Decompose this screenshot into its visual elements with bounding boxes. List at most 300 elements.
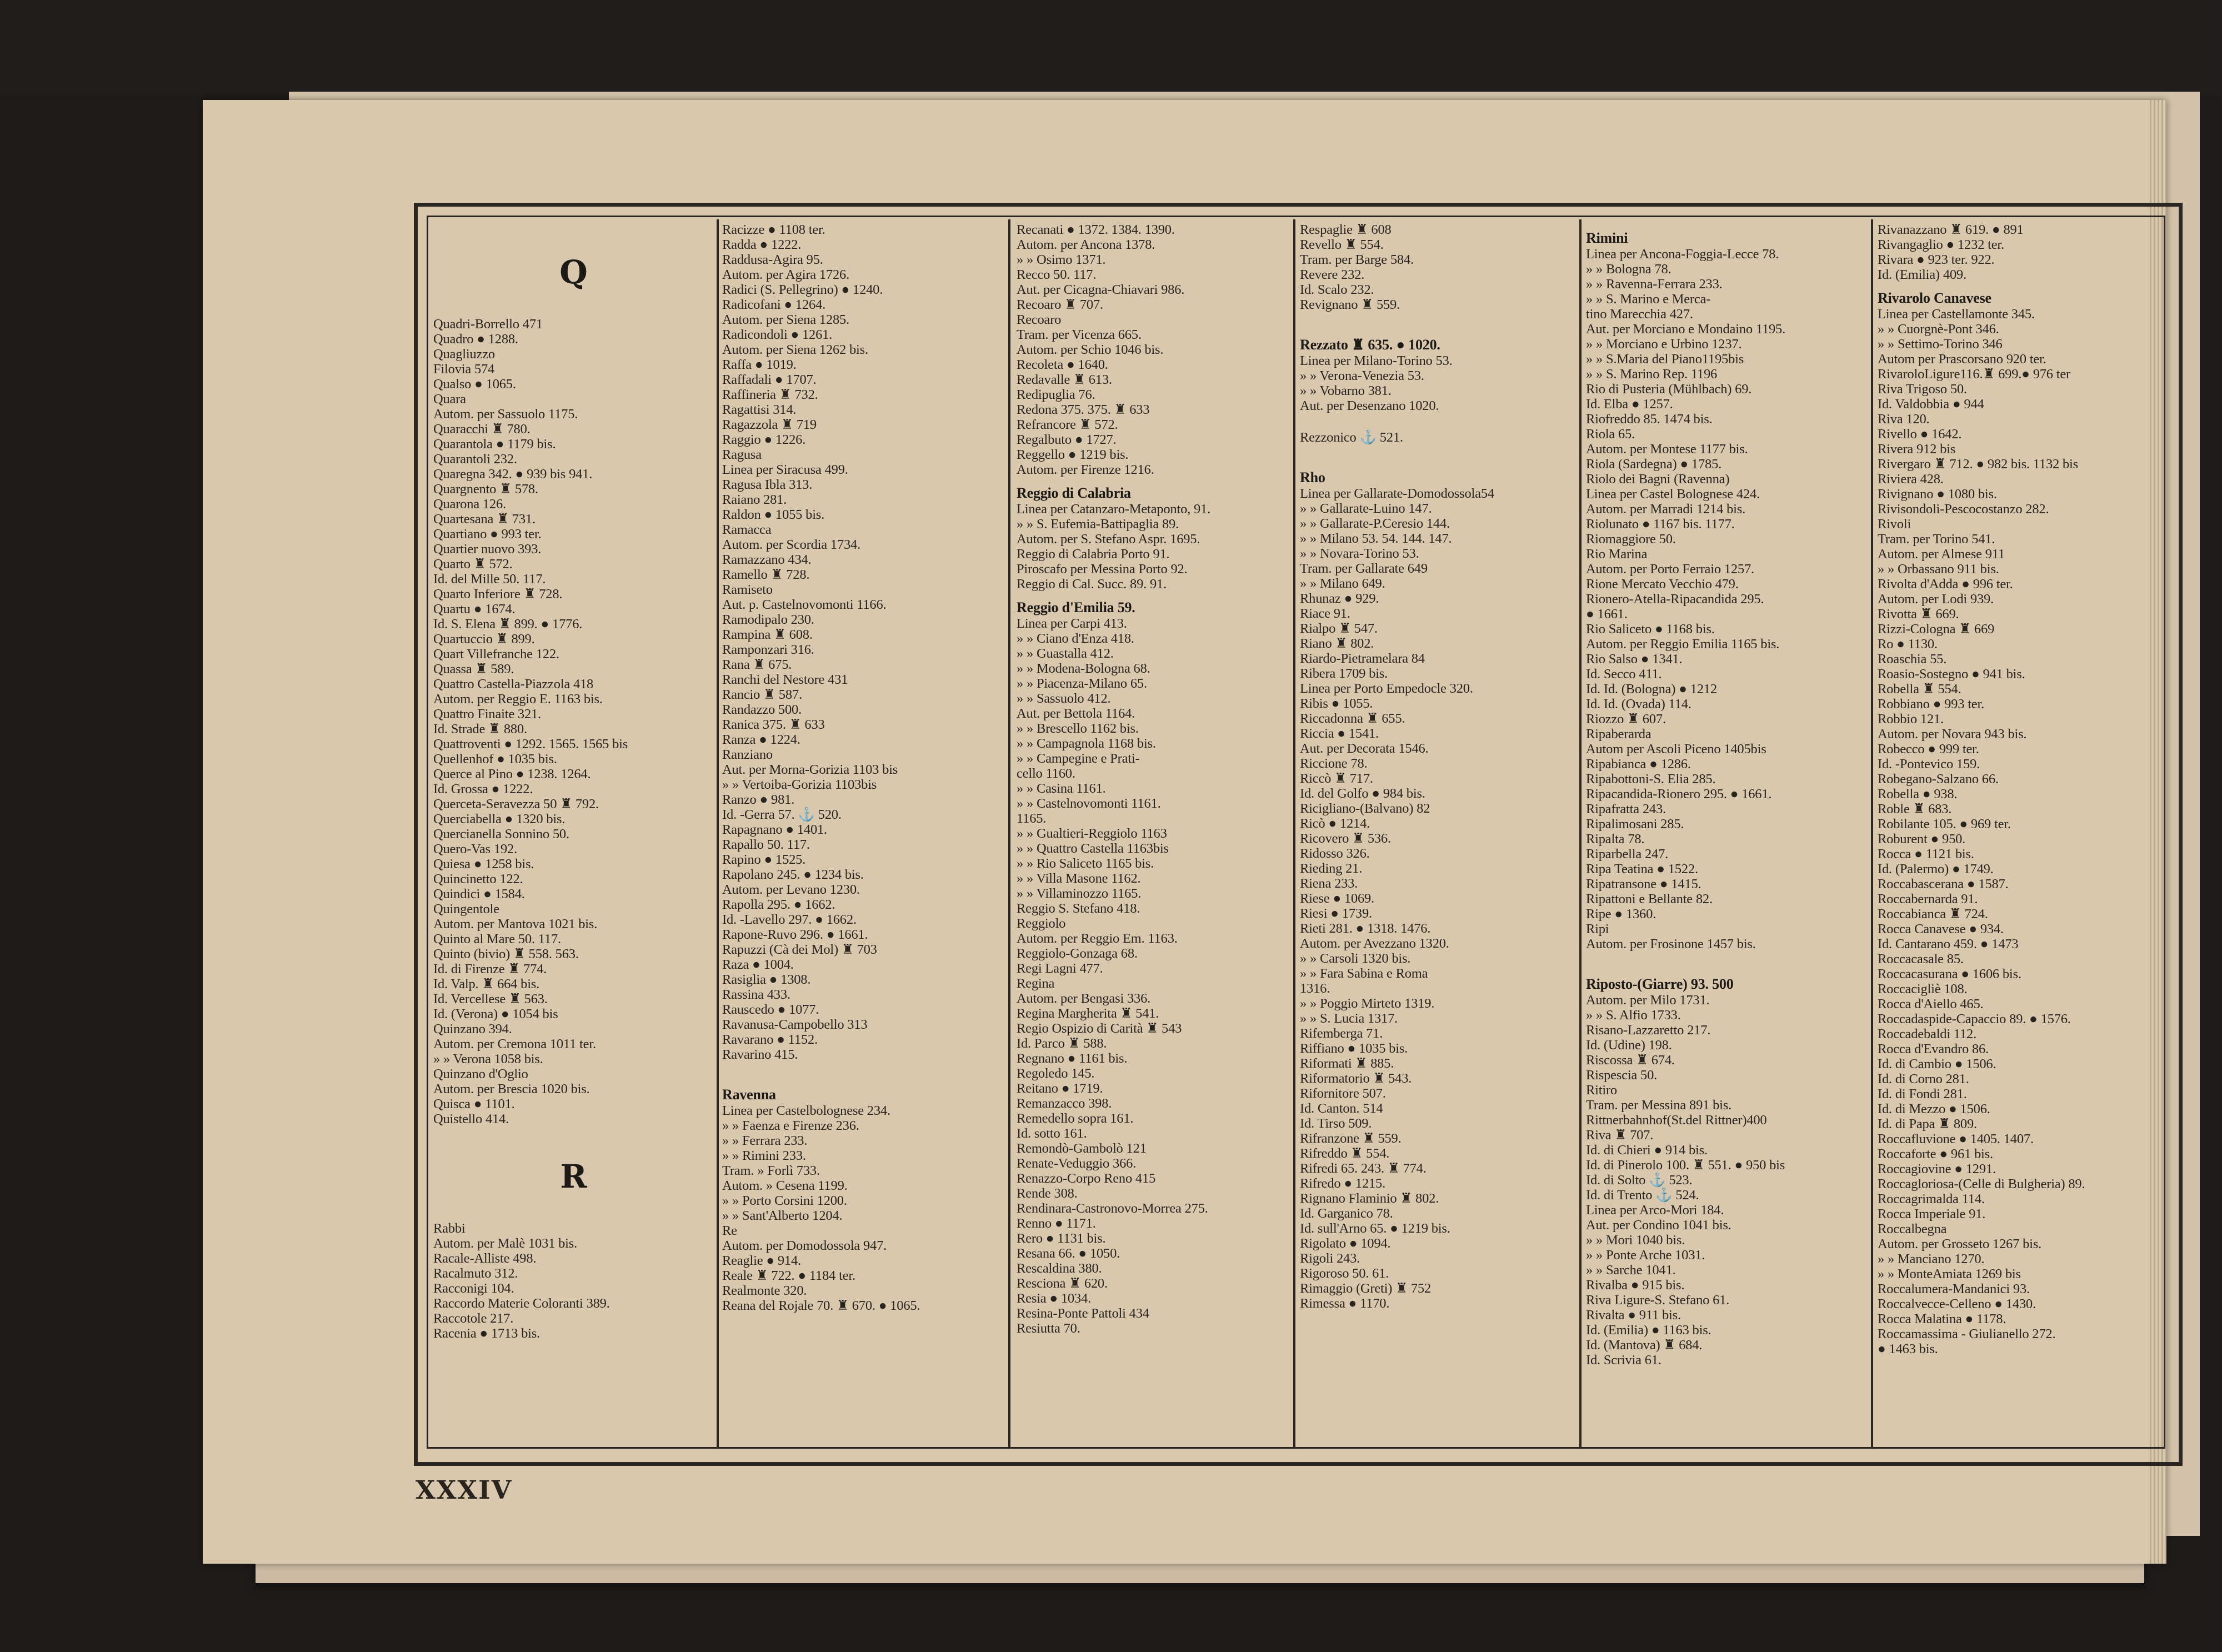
index-column-4 xyxy=(1300,222,1580,1439)
index-entry: » » Campagnola 1168 bis. xyxy=(1017,736,1156,751)
index-entry: Linea per Castellamonte 345. xyxy=(1878,307,2035,322)
index-entry: Id. di Trento ⚓ 524. xyxy=(1586,1188,1699,1203)
index-entry: » » Osimo 1371. xyxy=(1017,252,1106,267)
index-entry: Id. (Emilia) ● 1163 bis. xyxy=(1586,1323,1711,1338)
index-entry: Quinzano d'Oglio xyxy=(433,1067,528,1082)
index-entry: Ripa Teatina ● 1522. xyxy=(1586,862,1698,877)
index-entry: Raffineria ♜ 732. xyxy=(722,387,818,402)
index-entry: Aut. per Cicagna-Chiavari 986. xyxy=(1017,282,1185,297)
index-entry: Quadro ● 1288. xyxy=(433,332,518,347)
index-entry: Ranica 375. ♜ 633 xyxy=(722,717,825,732)
index-entry: Autom. per Domodossola 947. xyxy=(722,1238,887,1253)
index-entry: Quindici ● 1584. xyxy=(433,887,525,902)
index-entry: Rocca Imperiale 91. xyxy=(1878,1207,1986,1222)
index-entry: Id. (Verona) ● 1054 bis xyxy=(433,1007,558,1022)
index-entry: Respaglie ♜ 608 xyxy=(1300,222,1392,237)
index-entry: Quistello 414. xyxy=(433,1112,509,1127)
index-entry: » » Casina 1161. xyxy=(1017,781,1106,796)
index-entry: Quartiano ● 993 ter. xyxy=(433,527,542,542)
index-entry: Ripabianca ● 1286. xyxy=(1586,757,1691,772)
index-entry: Ripalta 78. xyxy=(1586,832,1645,847)
index-entry: Raccotole 217. xyxy=(433,1311,514,1326)
index-entry: Resciona ♜ 620. xyxy=(1017,1276,1108,1291)
index-entry: » » Villa Masone 1162. xyxy=(1017,871,1141,886)
index-entry: » » Mori 1040 bis. xyxy=(1586,1233,1685,1248)
index-entry: Autom. per Frosinone 1457 bis. xyxy=(1586,937,1756,952)
index-entry: Id. sotto 161. xyxy=(1017,1126,1087,1141)
index-entry: 1165. xyxy=(1017,811,1047,826)
index-entry: Linea per Ancona-Foggia-Lecce 78. xyxy=(1586,247,1779,262)
column-separator xyxy=(717,219,719,1447)
index-entry: Riparbella 247. xyxy=(1586,847,1669,862)
index-entry: Id. -Gerra 57. ⚓ 520. xyxy=(722,807,842,822)
index-entry: Linea per Siracusa 499. xyxy=(722,462,848,477)
index-entry: Riesi ● 1739. xyxy=(1300,906,1372,921)
index-entry: » » Modena-Bologna 68. xyxy=(1017,661,1150,676)
index-entry: Autom. per Porto Ferraio 1257. xyxy=(1586,562,1754,577)
index-entry: » » Sant'Alberto 1204. xyxy=(722,1208,843,1223)
index-entry: Autom. » Cesena 1199. xyxy=(722,1178,848,1193)
index-entry: Rigoroso 50. 61. xyxy=(1300,1266,1389,1281)
index-entry: Rapino ● 1525. xyxy=(722,852,806,867)
index-entry: » » Verona 1058 bis. xyxy=(433,1052,543,1067)
index-entry: Reitano ● 1719. xyxy=(1017,1081,1103,1096)
index-entry: Redavalle ♜ 613. xyxy=(1017,372,1112,387)
index-entry: Autom. per Brescia 1020 bis. xyxy=(433,1082,590,1097)
index-entry: Id. di Mezzo ● 1506. xyxy=(1878,1102,1990,1117)
index-entry: Autom. per Reggio Emilia 1165 bis. xyxy=(1586,637,1780,652)
index-entry: Autom. per Cremona 1011 ter. xyxy=(433,1037,596,1052)
index-entry: Regi Lagni 477. xyxy=(1017,961,1103,976)
index-entry: » » Settimo-Torino 346 xyxy=(1878,337,2003,352)
index-entry: Rapuzzi (Cà dei Mol) ♜ 703 xyxy=(722,942,877,957)
index-entry: Id. -Pontevico 159. xyxy=(1878,757,1980,772)
index-entry: » » Rimini 233. xyxy=(722,1148,806,1163)
index-entry: Riffiano ● 1035 bis. xyxy=(1300,1041,1408,1056)
index-entry: Ripabottoni-S. Elia 285. xyxy=(1586,772,1716,787)
index-entry: Radda ● 1222. xyxy=(722,237,802,252)
index-entry: Ramacca xyxy=(722,522,772,537)
index-entry: Robbiano ● 993 ter. xyxy=(1878,697,1985,712)
index-entry: Aut. per Morna-Gorizia 1103 bis xyxy=(722,762,898,777)
index-entry: Autom per Ascoli Piceno 1405bis xyxy=(1586,742,1766,757)
index-entry: Rende 308. xyxy=(1017,1186,1078,1201)
index-entry: Riolo dei Bagni (Ravenna) xyxy=(1586,472,1730,487)
index-entry: Radici (S. Pellegrino) ● 1240. xyxy=(722,282,883,297)
index-entry: Robilante 105. ● 969 ter. xyxy=(1878,817,2011,832)
index-entry: Quarto ♜ 572. xyxy=(433,557,513,572)
index-entry: Regio Ospizio di Carità ♜ 543 xyxy=(1017,1021,1182,1036)
index-entry: Redona 375. 375. ♜ 633 xyxy=(1017,402,1150,417)
index-entry: Roasio-Sostegno ● 941 bis. xyxy=(1878,667,2025,682)
index-entry: Autom. per Reggio E. 1163 bis. xyxy=(433,692,603,707)
index-entry: Ripatransone ● 1415. xyxy=(1586,877,1701,892)
index-entry: Riena 233. xyxy=(1300,876,1358,891)
index-entry: » » S. Eufemia-Battipaglia 89. xyxy=(1017,517,1179,532)
index-entry: » » Campegine e Prati- xyxy=(1017,751,1140,766)
index-entry: Ridosso 326. xyxy=(1300,846,1370,861)
index-entry: Re xyxy=(722,1223,737,1238)
index-entry: Resiutta 70. xyxy=(1017,1321,1080,1336)
index-entry: Roccacasale 85. xyxy=(1878,952,1964,967)
spacer xyxy=(1300,312,1580,329)
index-entry: Id. Valdobbia ● 944 xyxy=(1878,397,1984,412)
index-entry: Autom. per Lodi 939. xyxy=(1878,592,1994,607)
index-entry: Raza ● 1004. xyxy=(722,957,794,972)
index-entry: Autom. per Firenze 1216. xyxy=(1017,462,1154,477)
index-entry: Rescaldina 380. xyxy=(1017,1261,1102,1276)
index-entry: Ripaberarda xyxy=(1586,727,1652,742)
index-entry: Id. di Fondi 281. xyxy=(1878,1087,1967,1102)
index-entry: Rittnerbahnhof(St.del Rittner)400 xyxy=(1586,1113,1767,1128)
index-entry: Id. Valp. ♜ 664 bis. xyxy=(433,977,540,992)
index-entry: Quassa ♜ 589. xyxy=(433,662,514,677)
index-entry: Quarantoli 232. xyxy=(433,452,517,467)
index-entry: Ragusa Ibla 313. xyxy=(722,477,813,492)
index-entry: Quero-Vas 192. xyxy=(433,842,517,857)
index-entry: Id. Elba ● 1257. xyxy=(1586,397,1673,412)
index-entry: 1316. xyxy=(1300,981,1330,996)
index-entry: Id. Garganico 78. xyxy=(1300,1206,1393,1221)
index-column-6 xyxy=(1878,222,2158,1439)
spacer xyxy=(1300,413,1580,430)
index-entry: Rifranzone ♜ 559. xyxy=(1300,1131,1402,1146)
index-entry: Autom. per Siena 1262 bis. xyxy=(722,342,868,357)
index-entry: Rivera 912 bis xyxy=(1878,442,1956,457)
index-entry: » » Gualtieri-Reggiolo 1163 xyxy=(1017,826,1167,841)
index-entry: Quinzano 394. xyxy=(433,1022,512,1037)
section-letter: R xyxy=(560,1158,587,1195)
index-entry: Autom. per Agira 1726. xyxy=(722,267,849,282)
index-column-2 xyxy=(722,222,1003,1439)
index-entry: Resia ● 1034. xyxy=(1017,1291,1092,1306)
index-entry: Rendinara-Castronovo-Morrea 275. xyxy=(1017,1201,1208,1216)
index-entry: Roccagrimalda 114. xyxy=(1878,1192,1985,1207)
index-entry: Autom. per Milo 1731. xyxy=(1586,993,1710,1008)
index-entry: Raffadali ● 1707. xyxy=(722,372,817,387)
index-entry: Rampina ♜ 608. xyxy=(722,627,813,642)
index-entry: » » MonteAmiata 1269 bis xyxy=(1878,1266,2021,1281)
index-entry: Riese ● 1069. xyxy=(1300,891,1375,906)
index-entry: » » Morciano e Urbino 1237. xyxy=(1586,337,1742,352)
index-entry: Id. di Papa ♜ 809. xyxy=(1878,1117,1977,1132)
index-entry: Raddusa-Agira 95. xyxy=(722,252,823,267)
index-entry: Tram. per Gallarate 649 xyxy=(1300,561,1428,576)
index-entry: Riccò ♜ 717. xyxy=(1300,771,1373,786)
index-entry: Autom. per S. Stefano Aspr. 1695. xyxy=(1017,532,1200,547)
index-entry: Quiesa ● 1258 bis. xyxy=(433,857,534,872)
index-entry: cello 1160. xyxy=(1017,766,1075,781)
index-entry: Id. (Emilia) 409. xyxy=(1878,267,1966,282)
index-entry: Regalbuto ● 1727. xyxy=(1017,432,1117,447)
index-entry: Quingentole xyxy=(433,902,499,917)
index-entry: Rigoli 243. xyxy=(1300,1251,1360,1266)
index-entry: Rispescia 50. xyxy=(1586,1068,1658,1083)
index-entry: Ripalimosani 285. xyxy=(1586,817,1684,832)
index-entry: Id. di Corno 281. xyxy=(1878,1072,1969,1087)
index-entry: Rivisondoli-Pescocostanzo 282. xyxy=(1878,502,2049,517)
index-entry: Querceta-Seravezza 50 ♜ 792. xyxy=(433,797,599,812)
index-entry: Quartier nuovo 393. xyxy=(433,542,542,557)
index-entry: Reggio di Calabria Porto 91. xyxy=(1017,547,1170,562)
index-entry: Randazzo 500. xyxy=(722,702,802,717)
index-entry: Raggio ● 1226. xyxy=(722,432,806,447)
index-entry: » » Cuorgnè-Pont 346. xyxy=(1878,322,1999,337)
index-entry: Id. Vercellese ♜ 563. xyxy=(433,992,548,1007)
index-entry: Revignano ♜ 559. xyxy=(1300,297,1400,312)
index-entry: » » Ferrara 233. xyxy=(722,1133,808,1148)
index-entry: Ranzo ● 981. xyxy=(722,792,795,807)
index-entry: Radicofani ● 1264. xyxy=(722,297,826,312)
index-entry: Rivalba ● 915 bis. xyxy=(1586,1278,1685,1293)
index-entry: Autom. per Avezzano 1320. xyxy=(1300,936,1449,951)
index-entry: » » Gallarate-P.Ceresio 144. xyxy=(1300,516,1450,531)
index-entry: Id. Secco 411. xyxy=(1586,667,1662,682)
index-entry: Rhunaz ● 929. xyxy=(1300,591,1379,606)
index-entry: Riofreddo 85. 1474 bis. xyxy=(1586,412,1713,427)
index-entry: Racalmuto 312. xyxy=(433,1266,518,1281)
index-entry: Rivalta ● 911 bis. xyxy=(1586,1308,1681,1323)
index-entry: Rapallo 50. 117. xyxy=(722,837,810,852)
index-entry: Rionero-Atella-Ripacandida 295. xyxy=(1586,592,1764,607)
index-entry: Id. sull'Arno 65. ● 1219 bis. xyxy=(1300,1221,1450,1236)
index-entry: » » Novara-Torino 53. xyxy=(1300,546,1419,561)
index-entry: » » Vertoiba-Gorizia 1103bis xyxy=(722,777,877,792)
index-entry: Riace 91. xyxy=(1300,606,1350,621)
city-heading: Rho xyxy=(1300,469,1325,485)
index-entry: Rizzi-Cologna ♜ 669 xyxy=(1878,622,1995,637)
index-entry: Raiano 281. xyxy=(722,492,787,507)
index-entry: Rivara ● 923 ter. 922. xyxy=(1878,252,1995,267)
index-entry: Robella ● 938. xyxy=(1878,787,1958,802)
index-entry: Reggio S. Stefano 418. xyxy=(1017,901,1140,916)
index-entry: Raldon ● 1055 bis. xyxy=(722,507,825,522)
index-entry: Regina xyxy=(1017,976,1055,991)
index-entry: Rauscedo ● 1077. xyxy=(722,1002,819,1017)
index-entry: Rocca ● 1121 bis. xyxy=(1878,847,1974,862)
index-entry: Resina-Ponte Pattoli 434 xyxy=(1017,1306,1149,1321)
index-entry: Riola (Sardegna) ● 1785. xyxy=(1586,457,1722,472)
index-entry: » » Sassuolo 412. xyxy=(1017,691,1111,706)
index-entry: Regoledo 145. xyxy=(1017,1066,1095,1081)
index-entry: Quartesana ♜ 731. xyxy=(433,512,536,527)
index-entry: Racconigi 104. xyxy=(433,1281,514,1296)
index-entry: Quargnento ♜ 578. xyxy=(433,482,538,497)
index-entry: Linea per Porto Empedocle 320. xyxy=(1300,681,1473,696)
index-entry: Raffa ● 1019. xyxy=(722,357,797,372)
index-entry: Id. Tirso 509. xyxy=(1300,1116,1372,1131)
index-entry: Quadri-Borrello 471 xyxy=(433,317,543,332)
index-entry: Rivangaglio ● 1232 ter. xyxy=(1878,237,2004,252)
index-entry: Ripafratta 243. xyxy=(1586,802,1666,817)
index-entry: Rio Saliceto ● 1168 bis. xyxy=(1586,622,1715,637)
index-entry: Redipuglia 76. xyxy=(1017,387,1095,402)
index-entry: Linea per Milano-Torino 53. xyxy=(1300,353,1453,368)
index-entry: Autom. per Bengasi 336. xyxy=(1017,991,1151,1006)
index-entry: Id. (Palermo) ● 1749. xyxy=(1878,862,1994,877)
index-entry: Rocca d'Aiello 465. xyxy=(1878,997,1984,1012)
index-entry: » » Villaminozzo 1165. xyxy=(1017,886,1142,901)
index-entry: Reale ♜ 722. ● 1184 ter. xyxy=(722,1268,855,1283)
index-entry: Renate-Veduggio 366. xyxy=(1017,1156,1137,1171)
index-entry: Ravarano ● 1152. xyxy=(722,1032,818,1047)
index-entry: Radicondoli ● 1261. xyxy=(722,327,833,342)
index-entry: » » Sarche 1041. xyxy=(1586,1263,1676,1278)
index-entry: Id. Id. (Bologna) ● 1212 xyxy=(1586,682,1717,697)
index-entry: Id. del Mille 50. 117. xyxy=(433,572,546,587)
index-entry: Riccia ● 1541. xyxy=(1300,726,1379,741)
index-entry: Tram. per Barge 584. xyxy=(1300,252,1414,267)
index-entry: Ranziano xyxy=(722,747,773,762)
index-entry: Autom. per Levano 1230. xyxy=(722,882,860,897)
index-entry: Riccione 78. xyxy=(1300,756,1368,771)
index-entry: Id. Cantarano 459. ● 1473 xyxy=(1878,937,2019,952)
index-entry: Id. di Firenze ♜ 774. xyxy=(433,962,547,977)
index-entry: Rione Mercato Vecchio 479. xyxy=(1586,577,1739,592)
index-entry: Riozzo ♜ 607. xyxy=(1586,712,1666,727)
index-entry: Aut. per Condino 1041 bis. xyxy=(1586,1218,1731,1233)
index-entry: Rivergaro ♜ 712. ● 982 bis. 1132 bis xyxy=(1878,457,2078,472)
index-entry: Renno ● 1171. xyxy=(1017,1216,1096,1231)
index-entry: Rialpo ♜ 547. xyxy=(1300,621,1378,636)
city-heading: Rezzato ♜ 635. ● 1020. xyxy=(1300,337,1440,353)
index-entry: Riomaggiore 50. xyxy=(1586,532,1676,547)
index-entry: Linea per Carpi 413. xyxy=(1017,616,1127,631)
index-entry: Id. di Cambio ● 1506. xyxy=(1878,1057,1996,1072)
index-entry: Quartuccio ♜ 899. xyxy=(433,632,535,647)
index-entry: Tram. per Torino 541. xyxy=(1878,532,1995,547)
index-entry: Quarantola ● 1179 bis. xyxy=(433,437,556,452)
index-entry: » » Vobarno 381. xyxy=(1300,383,1392,398)
index-entry: » » Guastalla 412. xyxy=(1017,646,1114,661)
index-entry: Autom. per Sassuolo 1175. xyxy=(433,407,578,422)
index-entry: Riva Trigoso 50. xyxy=(1878,382,1967,397)
index-entry: Riccadonna ♜ 655. xyxy=(1300,711,1405,726)
index-entry: Reggio di Cal. Succ. 89. 91. xyxy=(1017,577,1167,592)
index-entry: Quaregna 342. ● 939 bis 941. xyxy=(433,467,593,482)
index-entry: Id. Strade ♜ 880. xyxy=(433,722,527,737)
index-entry: » » Castelnovomonti 1161. xyxy=(1017,796,1161,811)
index-entry: » » Faenza e Firenze 236. xyxy=(722,1118,859,1133)
index-entry: Rapolla 295. ● 1662. xyxy=(722,897,835,912)
index-entry: Roccagiovine ● 1291. xyxy=(1878,1162,1996,1177)
index-entry: Linea per Gallarate-Domodossola54 xyxy=(1300,486,1494,501)
index-entry: Id. S. Elena ♜ 899. ● 1776. xyxy=(433,617,583,632)
index-entry: Raccordo Materie Coloranti 389. xyxy=(433,1296,610,1311)
index-entry: » » Carsoli 1320 bis. xyxy=(1300,951,1411,966)
index-entry: Aut. per Bettola 1164. xyxy=(1017,706,1135,721)
index-entry: Riformati ♜ 885. xyxy=(1300,1056,1394,1071)
index-entry: Revello ♜ 554. xyxy=(1300,237,1384,252)
index-entry: Roccaforte ● 961 bis. xyxy=(1878,1147,1993,1162)
index-entry: Rieding 21. xyxy=(1300,861,1363,876)
index-entry: Autom. per Ancona 1378. xyxy=(1017,237,1155,252)
index-entry: Ramello ♜ 728. xyxy=(722,567,810,582)
index-entry: Ricovero ♜ 536. xyxy=(1300,831,1391,846)
index-entry: » » Verona-Venezia 53. xyxy=(1300,368,1424,383)
index-entry: » » Manciano 1270. xyxy=(1878,1251,1985,1266)
index-column-3 xyxy=(1017,222,1297,1439)
index-entry: Rio Salso ● 1341. xyxy=(1586,652,1683,667)
index-entry: Ramponzari 316. xyxy=(722,642,814,657)
section-letter: Q xyxy=(559,253,588,291)
index-entry: Ramodipalo 230. xyxy=(722,612,814,627)
index-entry: Renazzo-Corpo Reno 415 xyxy=(1017,1171,1156,1186)
index-entry: Roccalvecce-Celleno ● 1430. xyxy=(1878,1296,2036,1311)
index-entry: Id. (Udine) 198. xyxy=(1586,1038,1672,1053)
index-entry: Quattro Finaite 321. xyxy=(433,707,542,722)
index-entry: Roccacigliè 108. xyxy=(1878,982,1968,997)
index-entry: Risano-Lazzaretto 217. xyxy=(1586,1023,1711,1038)
index-entry: Autom. per Grosseto 1267 bis. xyxy=(1878,1237,2041,1251)
index-entry: » » Brescello 1162 bis. xyxy=(1017,721,1139,736)
index-entry: Riviera 428. xyxy=(1878,472,1944,487)
index-entry: Rimessa ● 1170. xyxy=(1300,1296,1390,1311)
index-column-1 xyxy=(433,222,714,1439)
city-heading: Rivarolo Canavese xyxy=(1878,290,1991,306)
index-entry: » » Milano 649. xyxy=(1300,576,1385,591)
index-entry: Remedello sopra 161. xyxy=(1017,1111,1134,1126)
index-entry: Rocca Malatina ● 1178. xyxy=(1878,1311,2006,1326)
index-entry: Aut. per Decorata 1546. xyxy=(1300,741,1429,756)
index-entry: Roccadaspide-Capaccio 89. ● 1576. xyxy=(1878,1012,2071,1027)
index-entry: Remondò-Gambolò 121 xyxy=(1017,1141,1147,1156)
index-entry: Quarto Inferiore ♜ 728. xyxy=(433,587,563,602)
index-entry: » » Orbassano 911 bis. xyxy=(1878,562,1999,577)
index-entry: » » Ciano d'Enza 418. xyxy=(1017,631,1134,646)
index-entry: Rivotta ♜ 669. xyxy=(1878,607,1959,622)
index-entry: Riola 65. xyxy=(1586,427,1635,442)
index-entry: Ravarino 415. xyxy=(722,1047,798,1062)
index-entry: Riscossa ♜ 674. xyxy=(1586,1053,1675,1068)
index-entry: » » Fara Sabina e Roma xyxy=(1300,966,1428,981)
index-entry: Rocca Canavese ● 934. xyxy=(1878,922,2004,937)
index-entry: Rigolato ● 1094. xyxy=(1300,1236,1391,1251)
index-entry: Id. Parco ♜ 588. xyxy=(1017,1036,1107,1051)
index-entry: Rancio ♜ 587. xyxy=(722,687,802,702)
column-separator xyxy=(1871,219,1873,1447)
index-entry: » » Piacenza-Milano 65. xyxy=(1017,676,1147,691)
index-entry: Rabbi xyxy=(433,1221,466,1236)
index-entry: Reana del Rojale 70. ♜ 670. ● 1065. xyxy=(722,1298,920,1313)
index-entry: Rignano Flaminio ♜ 802. xyxy=(1300,1191,1439,1206)
index-entry: Quattroventi ● 1292. 1565. 1565 bis xyxy=(433,737,628,752)
index-entry: Roccamassima - Giulianello 272. xyxy=(1878,1326,2056,1341)
index-entry: » » S. Marino Rep. 1196 xyxy=(1586,367,1718,382)
index-entry: Riardo-Pietramelara 84 xyxy=(1300,651,1425,666)
index-entry: Riva Ligure-S. Stefano 61. xyxy=(1586,1293,1730,1308)
city-heading: Riposto-(Giarre) 93. 500 xyxy=(1586,976,1734,992)
index-entry: Recco 50. 117. xyxy=(1017,267,1097,282)
page-number: XXXIV xyxy=(416,1475,513,1505)
index-entry: Reggiolo-Gonzaga 68. xyxy=(1017,946,1138,961)
index-entry: » » Ravenna-Ferrara 233. xyxy=(1586,277,1723,292)
index-entry: Ricò ● 1214. xyxy=(1300,816,1370,831)
index-entry: Autom. per Malè 1031 bis. xyxy=(433,1236,578,1251)
index-entry: Id. di Pinerolo 100. ♜ 551. ● 950 bis xyxy=(1586,1158,1785,1173)
spacer xyxy=(1300,445,1580,462)
index-entry: Racizze ● 1108 ter. xyxy=(722,222,825,237)
index-entry: Ragusa xyxy=(722,447,762,462)
index-entry: Roccalbegna xyxy=(1878,1222,1947,1237)
index-entry: Tram. per Messina 891 bis. xyxy=(1586,1098,1732,1113)
city-heading: Reggio di Calabria xyxy=(1017,485,1131,501)
index-entry: Roccadebaldi 112. xyxy=(1878,1027,1977,1042)
index-entry: Rivignano ● 1080 bis. xyxy=(1878,487,1997,502)
index-entry: Autom. per Novara 943 bis. xyxy=(1878,727,2027,742)
index-entry: Recoleta ● 1640. xyxy=(1017,357,1108,372)
index-entry: Roaschia 55. xyxy=(1878,652,1947,667)
